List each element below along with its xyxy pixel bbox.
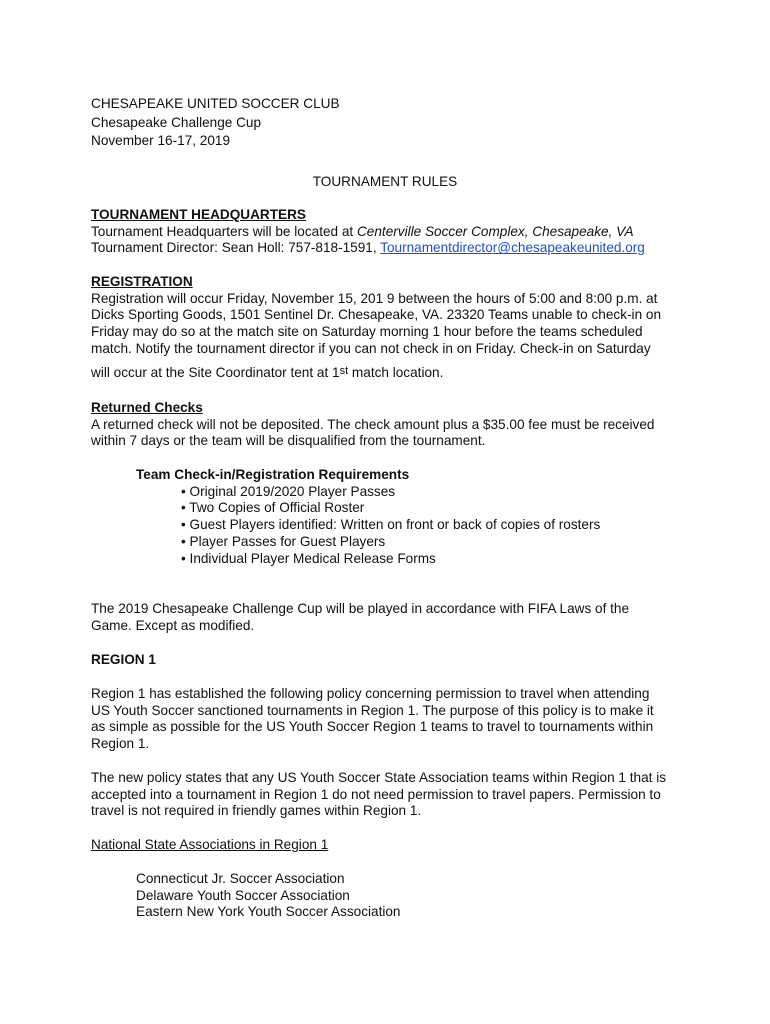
region-para2-line: accepted into a tournament in Region 1 do not need permission to travel papers. Permission to (91, 786, 661, 802)
association-item: Eastern New York Youth Soccer Association (136, 904, 401, 920)
registration-last-suffix: match location. (348, 364, 444, 380)
registration-line: Registration will occur Friday, November 15, 201 9 between the hours of 5:00 and 8:00 p.m. at (91, 290, 658, 306)
event-dates: November 16-17, 2019 (91, 133, 231, 149)
registration-last-prefix: will occur at the Site Coordinator tent at 1 (91, 364, 340, 380)
region-para2-line: travel is not required in friendly games within Region 1. (91, 803, 422, 819)
association-item: Delaware Youth Soccer Association (136, 887, 350, 903)
checkin-item: • Player Passes for Guest Players (181, 533, 386, 549)
page-title: TOURNAMENT RULES (312, 174, 458, 189)
associations-section (91, 837, 691, 854)
returned-checks-line: within 7 days or the team will be disqualified from the tournament. (91, 433, 486, 449)
headquarters-location: Centerville Soccer Complex, Chesapeake, VA (356, 223, 634, 239)
club-name: CHESAPEAKE UNITED SOCCER CLUB (91, 96, 340, 111)
document-header (91, 96, 691, 150)
registration-line: match. Notify the tournament director if you can not check in on Friday. Check-in on Saturday (91, 340, 651, 356)
region-paragraph-1 (91, 686, 691, 753)
checkin-item: • Original 2019/2020 Player Passes (181, 483, 396, 499)
region-para1-line: Region 1. (91, 736, 150, 752)
registration-line: Friday may do so at the match site on Saturday morning 1 hour before the teams scheduled (91, 324, 643, 340)
tournament-director-line (91, 240, 691, 257)
region-para1-line: Region 1 has established the following policy concerning permission to travel when attending (91, 686, 650, 701)
headquarters-section (91, 207, 691, 257)
associations-list (91, 871, 691, 921)
fifa-line: The 2019 Chesapeake Challenge Cup will be played in accordance with FIFA Laws of the (91, 601, 630, 616)
region-para2-line: The new policy states that any US Youth Soccer State Association teams within Region 1 that is (91, 770, 667, 785)
checkin-item: • Guest Players identified: Written on front or back of copies of rosters (181, 517, 601, 533)
returned-checks-section (91, 400, 691, 450)
returned-checks-line: A returned check will not be deposited. The check amount plus a $35.00 fee must be received (91, 416, 655, 432)
checkin-item: • Individual Player Medical Release Forms (181, 550, 436, 566)
region-para1-line: as simple as possible for the US Youth Soccer Region 1 teams to travel to tournaments within (91, 719, 654, 735)
director-email-link[interactable]: Tournamentdirector@chesapeakeunited.org (380, 240, 645, 256)
ordinal-superscript: st (339, 364, 349, 377)
region-paragraph-2 (91, 770, 691, 820)
tournament-director-text: Tournament Director: Sean Holl: 757-818-1591, (91, 240, 381, 256)
associations-heading: National State Associations in Region 1 (91, 837, 329, 852)
checkin-item: • Two Copies of Official Roster (181, 500, 365, 516)
fifa-line: Game. Except as modified. (91, 617, 255, 633)
association-item: Connecticut Jr. Soccer Association (136, 871, 345, 886)
registration-section (91, 274, 691, 381)
headquarters-location-prefix: Tournament Headquarters will be located at (91, 223, 357, 239)
region-para1-line: US Youth Soccer sanctioned tournaments in Region 1. The purpose of this policy is to make it (91, 702, 654, 718)
registration-heading: REGISTRATION (91, 274, 193, 289)
checkin-heading: Team Check-in/Registration Requirements (136, 467, 410, 482)
headquarters-location-line (91, 224, 691, 241)
fifa-section (91, 601, 691, 634)
region-heading: REGION 1 (91, 652, 156, 667)
headquarters-heading: TOURNAMENT HEADQUARTERS (91, 207, 306, 222)
registration-last-line (91, 365, 691, 382)
registration-line: Dicks Sporting Goods, 1501 Sentinel Dr. Chesapeake, VA. 23320 Teams unable to check-in on (91, 307, 662, 323)
region-section-heading-wrap (91, 652, 691, 669)
checkin-requirements-section (91, 467, 691, 567)
event-name: Chesapeake Challenge Cup (91, 114, 262, 130)
returned-checks-heading: Returned Checks (91, 400, 203, 415)
